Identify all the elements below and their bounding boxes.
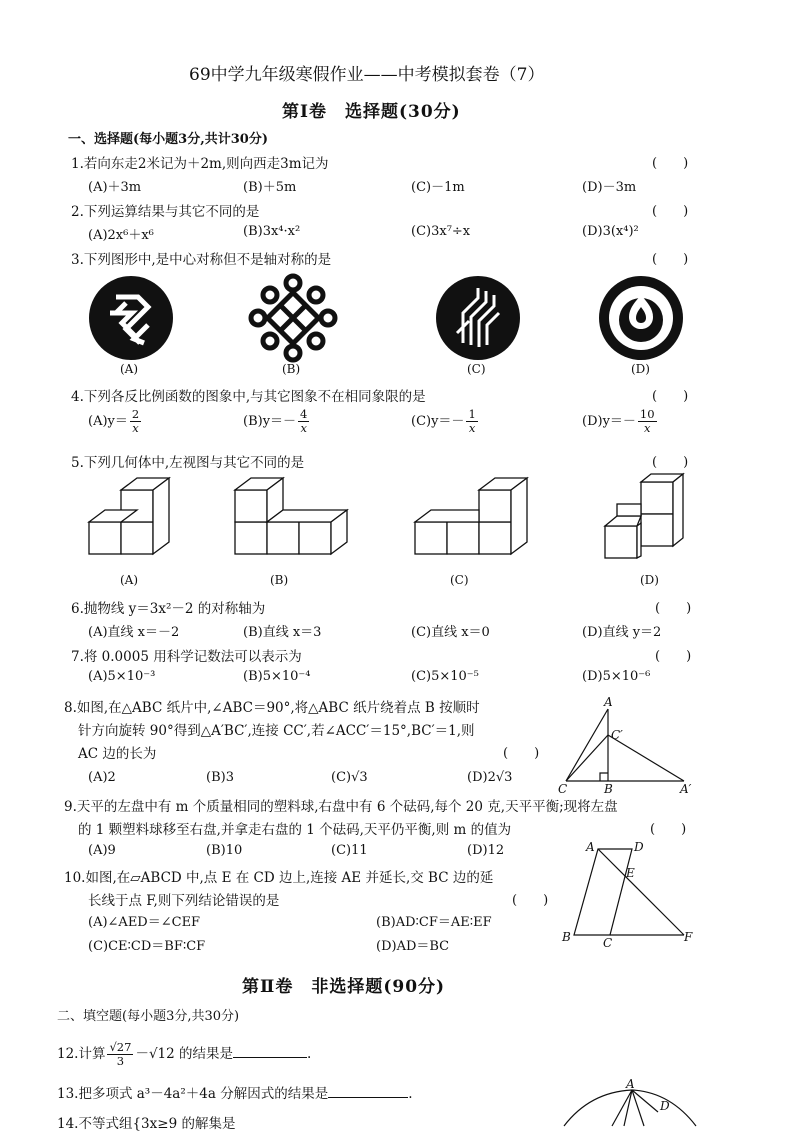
solid-b-figure[interactable]	[231, 470, 351, 560]
q9-line1: 9.天平的左盘中有 m 个质量相同的塑料球,右盘中有 6 个砝码,每个 20 克,天平平衡;现将左盘	[64, 799, 618, 815]
q4-answer-paren[interactable]: ( )	[652, 389, 689, 404]
part2-section: 二、填空题(每小题3分,共30分)	[57, 1009, 240, 1024]
q8-label-b: B	[604, 782, 613, 796]
q8-option-d[interactable]: (D)2√3	[467, 770, 513, 785]
q9-option-a[interactable]: (A)9	[88, 843, 116, 858]
q3-answer-paren[interactable]: ( )	[652, 252, 689, 267]
q13-answer-blank[interactable]	[328, 1085, 408, 1098]
q5-caption-d: (D)	[640, 573, 659, 587]
q1-option-d[interactable]: (D)－3m	[582, 180, 637, 195]
q7-option-b[interactable]: (B)5×10⁻⁴	[243, 669, 311, 684]
q10-label-d: D	[634, 840, 644, 854]
q8-option-a[interactable]: (A)2	[88, 770, 116, 785]
q8-line1: 8.如图,在△ABC 纸片中,∠ABC＝90°,将△ABC 纸片绕着点 B 按顺时	[64, 700, 480, 716]
q2-option-b[interactable]: (B)3x⁴·x²	[243, 224, 301, 239]
logo-a-icon[interactable]	[86, 273, 176, 363]
q8-option-b[interactable]: (B)3	[206, 770, 234, 785]
q5-caption-c: (C)	[450, 573, 469, 587]
q7-option-c[interactable]: (C)5×10⁻⁵	[411, 669, 479, 684]
q1-option-b[interactable]: (B)＋5m	[243, 180, 297, 195]
q6-option-c[interactable]: (C)直线 x＝0	[411, 625, 490, 640]
q9-option-c[interactable]: (C)11	[331, 843, 368, 858]
q7-option-d[interactable]: (D)5×10⁻⁶	[582, 669, 651, 684]
logo-c-icon[interactable]	[433, 273, 523, 363]
q3-text: 3.下列图形中,是中心对称但不是轴对称的是	[71, 252, 332, 268]
page-title: 69中学九年级寒假作业——中考模拟套卷（7）	[189, 65, 545, 85]
q2-option-c[interactable]: (C)3x⁷÷x	[411, 224, 471, 239]
q7-option-a[interactable]: (A)5×10⁻³	[88, 669, 156, 684]
q3-caption-b: (B)	[282, 362, 301, 376]
q10-answer-paren[interactable]: ( )	[512, 893, 549, 908]
q5-caption-a: (A)	[120, 573, 139, 587]
solid-c-figure[interactable]	[411, 470, 531, 560]
q4-text: 4.下列各反比例函数的图象中,与其它图象不在相同象限的是	[71, 389, 426, 405]
q6-text: 6.抛物线 y＝3x²－2 的对称轴为	[71, 601, 266, 617]
q10-option-d[interactable]: (D)AD＝BC	[376, 939, 450, 954]
q8-answer-paren[interactable]: ( )	[503, 746, 540, 761]
q10-line1: 10.如图,在▱ABCD 中,点 E 在 CD 边上,连接 AE 并延长,交 BC 边的延	[64, 870, 494, 886]
q1-text: 1.若向东走2米记为＋2m,则向西走3m记为	[71, 156, 329, 172]
q10-label-c: C	[603, 936, 613, 950]
q8-label-c: C	[558, 782, 568, 796]
q12-answer-blank[interactable]	[233, 1045, 307, 1058]
part2-heading: 第Ⅱ卷 非选择题(90分)	[242, 977, 446, 997]
q8-label-a-prime: A′	[680, 782, 692, 796]
q2-option-d[interactable]: (D)3(x⁴)²	[582, 224, 639, 239]
q14-text: 14.不等式组{3x≥9 的解集是	[57, 1116, 236, 1132]
q3-caption-d: (D)	[631, 362, 650, 376]
q9-answer-paren[interactable]: ( )	[650, 822, 687, 837]
q10-parallelogram-figure	[560, 837, 700, 950]
q10-label-a: A	[586, 840, 595, 854]
solid-d-figure[interactable]	[601, 468, 691, 568]
logo-d-icon[interactable]	[596, 273, 686, 363]
q9-line2: 的 1 颗塑料球移至右盘,并拿走右盘的 1 个砝码,天平仍平衡,则 m 的值为	[78, 822, 512, 838]
q8-label-a: A	[604, 695, 613, 709]
q4-option-c[interactable]: (C)y＝－ $\frac{1}{x}$	[411, 407, 476, 435]
q1-answer-paren[interactable]: ( )	[652, 156, 689, 171]
q5-text: 5.下列几何体中,左视图与其它不同的是	[71, 455, 305, 471]
q6-answer-paren[interactable]: ( )	[655, 601, 692, 616]
q10-label-b: B	[562, 930, 571, 944]
q4-option-a[interactable]: (A)y＝ $\frac{2}{x}$	[88, 407, 140, 435]
q3-caption-c: (C)	[467, 362, 486, 376]
q2-answer-paren[interactable]: ( )	[652, 204, 689, 219]
part1-heading: 第Ⅰ卷 选择题(30分)	[282, 102, 461, 122]
bottom-circle-figure	[560, 1078, 700, 1128]
q8-label-c-prime: C′	[611, 728, 623, 742]
q2-option-a[interactable]: (A)2x⁶＋x⁶	[88, 228, 154, 243]
q4-option-d[interactable]: (D)y＝－ $\frac{10}{x}$	[582, 407, 655, 435]
q7-answer-paren[interactable]: ( )	[655, 649, 692, 664]
q2-text: 2.下列运算结果与其它不同的是	[71, 204, 260, 220]
q10-option-b[interactable]: (B)AD∶CF＝AE∶EF	[376, 915, 492, 930]
q10-label-f: F	[684, 930, 693, 944]
q8-option-c[interactable]: (C)√3	[331, 770, 368, 785]
q1-option-a[interactable]: (A)＋3m	[88, 180, 142, 195]
q7-text: 7.将 0.0005 用科学记数法可以表示为	[71, 649, 302, 665]
q5-answer-paren[interactable]: ( )	[652, 455, 689, 470]
q3-caption-a: (A)	[120, 362, 139, 376]
part1-section: 一、选择题(每小题3分,共计30分)	[68, 132, 268, 147]
q4-option-b[interactable]: (B)y＝－ $\frac{4}{x}$	[243, 407, 308, 435]
q1-option-c[interactable]: (C)－1m	[411, 180, 465, 195]
q6-option-b[interactable]: (B)直线 x＝3	[243, 625, 322, 640]
q10-option-a[interactable]: (A)∠AED＝∠CEF	[88, 915, 201, 930]
q13-text: 13.把多项式 a³－4a²＋4a 分解因式的结果是 .	[57, 1086, 413, 1102]
solid-a-figure[interactable]	[85, 470, 185, 560]
fig14-label-a: A	[626, 1077, 635, 1091]
fig14-label-d: D	[660, 1099, 670, 1113]
q10-line2: 长线于点 F,则下列结论错误的是	[88, 893, 280, 909]
q8-line2: 针方向旋转 90°得到△A′BC′,连接 CC′,若∠ACC′＝15°,BC′＝1,则	[78, 723, 475, 739]
q9-option-b[interactable]: (B)10	[206, 843, 243, 858]
q10-option-c[interactable]: (C)CE∶CD＝BF∶CF	[88, 939, 206, 954]
q8-line3: AC 边的长为	[78, 746, 157, 762]
q8-triangle-figure	[556, 695, 706, 795]
q6-option-d[interactable]: (D)直线 y＝2	[582, 625, 662, 640]
logo-b-icon[interactable]	[248, 273, 338, 363]
q10-label-e: E	[626, 866, 635, 880]
q6-option-a[interactable]: (A)直线 x＝－2	[88, 625, 180, 640]
q9-option-d[interactable]: (D)12	[467, 843, 505, 858]
q5-caption-b: (B)	[270, 573, 289, 587]
q12-text: 12.计算 $\frac{√27}{3}$ －√12 的结果是 .	[57, 1040, 312, 1068]
